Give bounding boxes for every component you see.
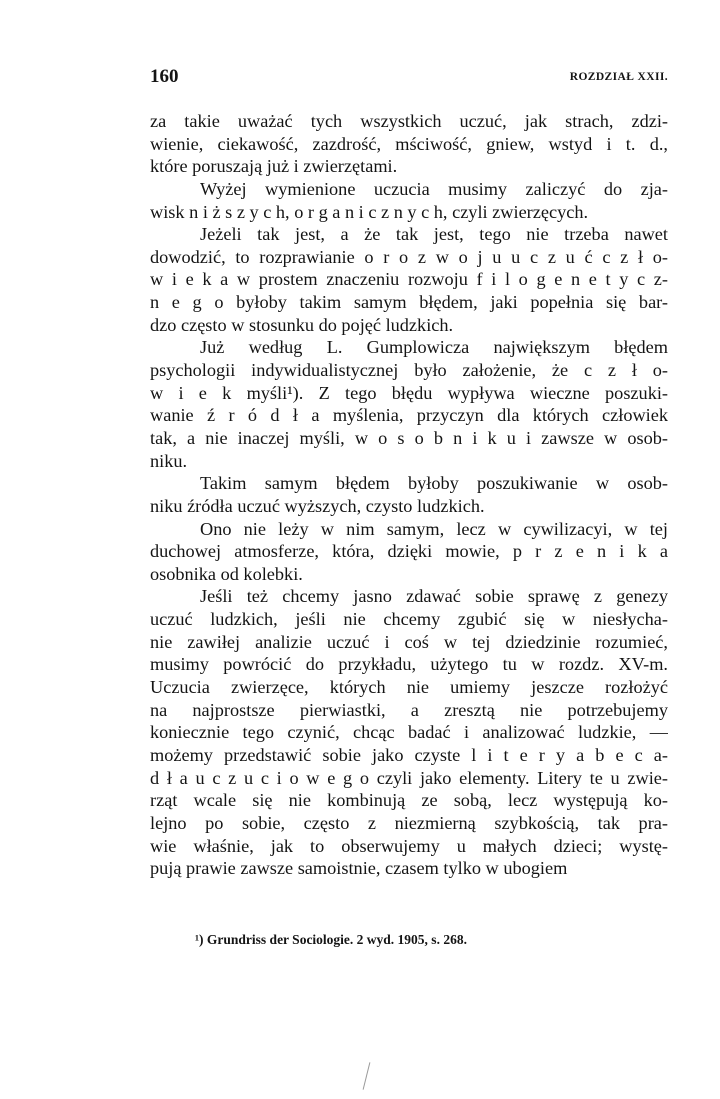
paragraph	[150, 472, 668, 517]
text-line: wienie, ciekawość, zazdrość, mściwość, gniew, wstyd i t. d.,	[150, 133, 668, 154]
text-line: d ł a u c z u c i o w e g o czyli jako elementy. Litery te u zwie-	[150, 767, 668, 788]
text-line: Ono nie leży w nim samym, lecz w cywilizacyi, w tej	[200, 518, 668, 539]
paragraph	[150, 518, 668, 586]
text-line: n e g o byłoby takim samym błędem, jaki popełnia się bar-	[150, 292, 668, 313]
text-line: Wyżej wymienione uczucia musimy zaliczyć do zja-	[200, 178, 668, 199]
text-line: dowodzić, to rozprawianie o r o z w o j u u c z u ć c z ł o-	[150, 246, 668, 267]
text-line: niku.	[150, 450, 188, 471]
text-line: lejno po sobie, często z niezmierną szybkością, tak pra-	[150, 812, 668, 833]
paragraph	[150, 178, 668, 223]
body-text	[150, 110, 668, 880]
page-header	[150, 66, 668, 88]
text-line: w i e k myśli¹). Z tego błędu wypływa wieczne poszuki-	[150, 382, 668, 403]
text-line: Już według L. Gumplowicza największym błędem	[200, 337, 668, 358]
footnote: ¹) Grundriss der Sociologie. 2 wyd. 1905, s. 268.	[195, 932, 467, 947]
paragraph	[150, 223, 668, 336]
paragraph	[150, 336, 668, 472]
text-line: w i e k a w prostem znaczeniu rozwoju f i l o g e n e t y c z-	[150, 269, 668, 290]
text-line: duchowej atmosferze, która, dzięki mowie, p r z e n i k a	[150, 541, 668, 562]
text-line: nie zawiłej analizie uczuć i coś w tej dziedzinie rozumieć,	[150, 631, 668, 652]
text-line: psychologii indywidualistycznej było założenie, że c z ł o-	[150, 360, 668, 381]
text-line: koniecznie tego czynić, chcąc badać i analizować ludzkie, —	[150, 722, 668, 743]
text-line: Uczucia zwierzęce, których nie umiemy jeszcze rozłożyć	[150, 677, 668, 698]
text-line: rząt wcale się nie kombinują ze sobą, lecz występują ko-	[150, 790, 668, 811]
paragraph	[150, 110, 668, 178]
text-line: na najprostsze pierwiastki, a zresztą nie potrzebujemy	[150, 699, 668, 720]
text-line: uczuć ludzkich, jeśli nie chcemy zgubić się w niesłycha-	[150, 609, 668, 630]
text-line: Takim samym błędem byłoby poszukiwanie w osob-	[200, 473, 668, 494]
stray-pencil-mark	[363, 1062, 371, 1089]
text-line: pują prawie zawsze samoistnie, czasem tylko w ubogiem	[150, 858, 568, 879]
text-line: Jeśli też chcemy jasno zdawać sobie sprawę z genezy	[200, 586, 668, 607]
text-line: dzo często w stosunku do pojęć ludzkich.	[150, 314, 454, 335]
running-head: ROZDZIAŁ XXII.	[569, 71, 668, 83]
text-line: niku źródła uczuć wyższych, czysto ludzkich.	[150, 495, 485, 516]
text-line: które poruszają już i zwierzętami.	[150, 156, 398, 177]
text-line: wisk n i ż s z y c h, o r g a n i c z n y c h, czyli zwierzęcych.	[150, 201, 589, 222]
text-line: tak, a nie inaczej myśli, w o s o b n i k u i zawsze w osob-	[150, 427, 668, 448]
text-line: Jeżeli tak jest, a że tak jest, tego nie trzeba nawet	[200, 224, 668, 245]
text-line: wanie ź r ó d ł a myślenia, przyczyn dla których człowiek	[150, 405, 668, 426]
page-number: 160	[150, 66, 179, 87]
text-line: wie właśnie, jak to obserwujemy u małych dzieci; wystę-	[150, 835, 668, 856]
text-line: osobnika od kolebki.	[150, 563, 303, 584]
text-line: za takie uważać tych wszystkich uczuć, jak strach, zdzi-	[150, 111, 668, 131]
text-line: musimy powrócić do przykładu, użytego tu w rozdz. XV-m.	[150, 654, 668, 675]
text-line: możemy przedstawić sobie jako czyste l i t e r y a b e c a-	[150, 744, 668, 765]
paragraph	[150, 585, 668, 879]
